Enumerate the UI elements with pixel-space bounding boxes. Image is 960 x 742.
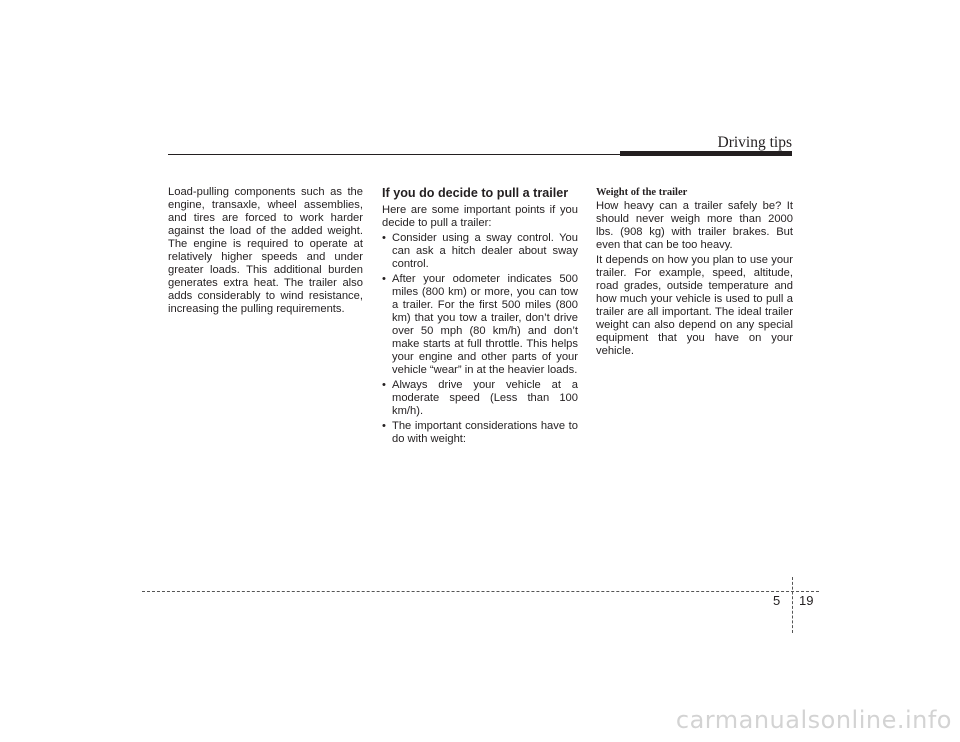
bullet-list: [382, 232, 578, 446]
column-2: [382, 186, 578, 448]
header-rule: [168, 154, 620, 155]
section-heading: If you do decide to pull a trailer: [382, 186, 569, 200]
body-paragraph: Load-pulling components such as the engine, transaxle, wheel assemblies, and tires are forced to work harder against the load of the added weight. The engine is required to operate at relatively higher speeds and under greater loads. This additional burden generates extra heat. The trailer also adds considerably to wind resistance, increasing the pulling requirements.: [168, 186, 363, 315]
header-bar: [620, 151, 792, 156]
subheading: Weight of the trailer: [596, 187, 688, 198]
body-paragraph: How heavy can a trailer safely be? It should never weigh more than 2000 lbs. (908 kg) with trailer brakes. But even that can be too heavy.: [596, 200, 793, 251]
watermark: carmanualsonline.info: [675, 706, 952, 734]
header-title: Driving tips: [717, 134, 792, 151]
column-3: [596, 186, 793, 360]
list-item: • The important considerations have to do with weight:: [382, 420, 578, 446]
intro-paragraph: Here are some important points if you decide to pull a trailer:: [382, 204, 578, 229]
list-item: • Consider using a sway control. You can ask a hitch dealer about sway control.: [382, 232, 578, 271]
page-number: 19: [799, 593, 814, 608]
list-item: • After your odometer indicates 500 miles (800 km) or more, you can tow a trailer. For the first 500 miles (800 km) that you tow a trailer, don’t drive over 50 mph (80 km/h) and don’t make starts at full throttle. This helps your engine and other parts of your vehicle “wear” in at the heavier loads.: [382, 273, 578, 377]
section-number: 5: [773, 593, 781, 608]
page-number-divider: [792, 577, 793, 633]
footer-rule: [142, 591, 819, 592]
body-paragraph: It depends on how you plan to use your trailer. For example, speed, altitude, road grades, outside temperature and how much your vehicle is used to pull a trailer are all important. The ideal trailer weight can also depend on any special equipment that you have on your vehicle.: [596, 254, 793, 357]
column-1: [168, 186, 363, 318]
list-item: • Always drive your vehicle at a moderate speed (Less than 100 km/h).: [382, 379, 578, 418]
